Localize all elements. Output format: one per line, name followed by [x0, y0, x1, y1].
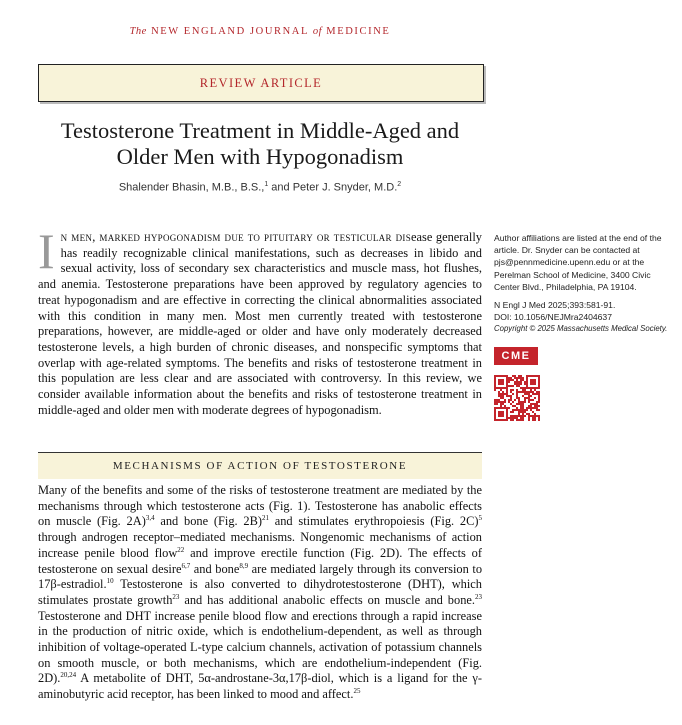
masthead-the: The [129, 26, 147, 37]
section-heading: MECHANISMS OF ACTION OF TESTOSTERONE [38, 452, 482, 479]
author-2-affiliation: 2 [397, 181, 402, 188]
masthead-medicine: MEDICINE [326, 26, 391, 37]
mech-text: through androgen receptor–mediated mechanisms. Nongenomic mechanisms of action increase penile blood flow [38, 530, 482, 560]
author-separator: and [268, 181, 293, 194]
reference-superscript: 21 [261, 514, 269, 523]
reference-superscript: 23 [172, 592, 180, 601]
reference-superscript: 10 [106, 577, 114, 586]
masthead-of: of [312, 26, 323, 37]
mech-text: and improve erectile function (Fig. 2D). The effects of testosterone on sexual desire [38, 545, 482, 576]
article-title: Testosterone Treatment in Middle-Aged and Older Men with Hypogonadism [60, 118, 460, 169]
mech-text: are mediated largely through its conversion to 17β-estradiol. [38, 561, 483, 592]
qr-code-icon[interactable] [494, 375, 540, 421]
author-line [38, 181, 482, 194]
intro-text: ease generally has readily recognizable clinical manifestations, such as decreases in libido and sexual activity, loss of secondary sex characteristics and muscle mass, hot flushes, and anemia. Testosterone preparations have been approved by regulatory agencies to treat hypogonadism and are effective in correcting the clinical abnormalities associated with this condition in many men. Most men currently treated with testosterone preparations, however, are middle-aged or older and have only moderately decreased testosterone levels, a high burden of chronic diseases, and nonspecific symptoms that overlap with age-related symptoms. The benefits and risks of testosterone treatment in this population are less clear and are associated with controversy. In this review, we consider available information about the benefits and risks of testosterone treatment in middle-aged and older men with moderate degrees of hypogonadism. [38, 230, 482, 417]
reference-superscript: 8,9 [239, 561, 249, 570]
mech-text: and bone (Fig. 2B) [154, 514, 262, 529]
reference-superscript: 25 [353, 687, 361, 696]
drop-cap: I [38, 223, 55, 279]
author-2: Peter J. Snyder, M.D. [292, 181, 398, 194]
reference-superscript: 5 [478, 514, 482, 523]
reference-superscript: 20,24 [60, 671, 77, 680]
doi-link[interactable]: DOI: 10.1056/NEJMra2404637 [494, 312, 612, 323]
mech-text: and bone [190, 561, 240, 576]
reference-superscript: 23 [474, 592, 482, 601]
cme-button[interactable]: CME [494, 347, 538, 365]
journal-masthead [0, 26, 520, 37]
reference-superscript: 22 [177, 545, 185, 554]
author-1-affiliation: 1 [264, 181, 269, 188]
article-sidebar [494, 232, 672, 336]
reference-superscript: 6,7 [181, 561, 191, 570]
mech-text: A metabolite of DHT, 5α-androstane-3α,17β-diol, which is a ligand for the γ-aminobutyric acid receptor, has been linked to mood and affect. [38, 671, 482, 702]
mech-text: Many of the benefits and some of the risks of testosterone treatment are mediated by the mechanisms through which testosterone acts (Fig. 1). Testosterone has anabolic effects on muscle (Fig. 2A) [38, 483, 482, 529]
mech-text: Testosterone and DHT increase penile blood flow and erections through a rapid increase in the production of nitric oxide, which is endothelium-dependent, as well as through inhibition of voltage-operated L-type calcium channels, activation of potassium channels on smooth muscle, or both mechanisms, which are endothelium-independent (Fig. 2D). [38, 608, 482, 686]
author-1: Shalender Bhasin, M.B., B.S., [118, 181, 265, 194]
article-type-label: REVIEW ARTICLE [199, 75, 323, 90]
copyright-notice: Copyright © 2025 Massachusetts Medical Society. [494, 324, 668, 334]
intro-paragraph [38, 223, 482, 418]
reference-superscript: 3,4 [145, 514, 155, 523]
journal-citation: N Engl J Med 2025;393:581-91. [494, 300, 616, 311]
mechanisms-paragraph [38, 483, 482, 703]
author-affiliations-note: Author affiliations are listed at the end of the article. Dr. Snyder can be contacted at pjs@pennmedicine.upenn.edu or at the Perelman School of Medicine, 3400 Civic Center Blvd., Philadelphia, PA 19104. [494, 233, 662, 292]
mech-text: and stimulates erythropoiesis (Fig. 2C) [268, 514, 479, 529]
mech-text: and has additional anabolic effects on muscle and bone. [179, 592, 475, 607]
article-type-banner [38, 64, 484, 102]
masthead-new-england: NEW ENGLAND JOURNAL [151, 26, 309, 37]
intro-lead-smallcaps: n men, marked hypogonadism due to pituitary or testicular dis [60, 230, 412, 244]
mech-text: Testosterone is also converted to dihydrotestosterone (DHT), which stimulates prostate growth [38, 577, 482, 607]
